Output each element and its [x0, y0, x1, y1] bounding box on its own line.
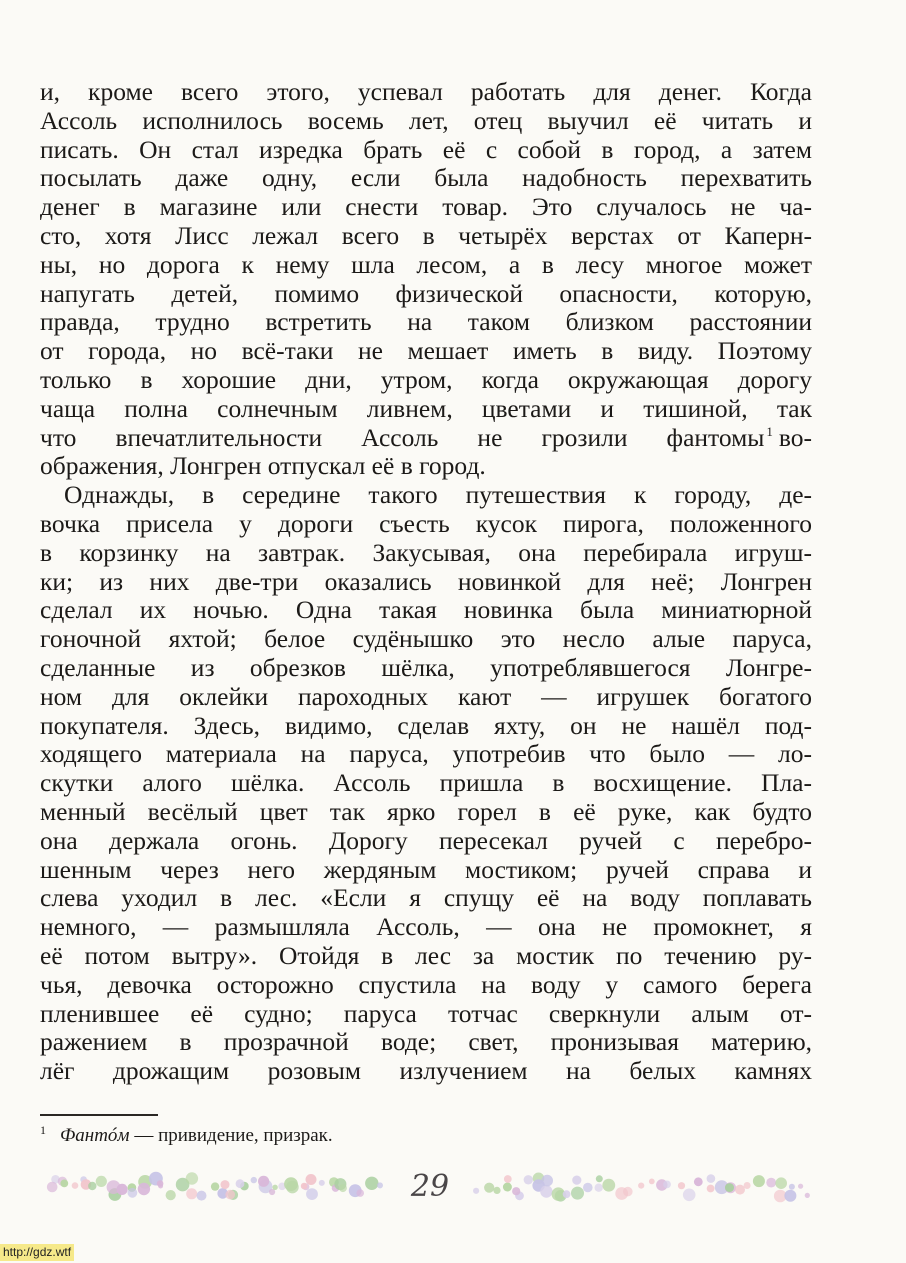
ornament-dot: [504, 1175, 512, 1183]
ornament-dot: [512, 1187, 520, 1195]
text-line: сделанные из обрезков шёлка, употреблявшегося Лонгре-: [40, 652, 812, 682]
floral-dots-ornament-left: [44, 1170, 392, 1204]
ornament-dot: [365, 1177, 378, 1190]
ornament-dot: [236, 1179, 245, 1188]
ornament-dot: [775, 1177, 787, 1189]
ornament-dot: [60, 1180, 68, 1188]
text-line: пленившее её судно; паруса тотчас сверкнули алым от-: [40, 998, 812, 1028]
ornament-dot: [798, 1184, 803, 1189]
ornament-dot: [306, 1188, 318, 1200]
ornament-dot: [284, 1177, 298, 1191]
ornament-dot: [186, 1188, 197, 1199]
ornament-dot: [541, 1175, 553, 1187]
text-line: и, кроме всего этого, успевал работать для денег. Когда: [40, 77, 812, 106]
ornament-dot: [128, 1188, 138, 1198]
text-line: ны, но дорога к нему шла лесом, а в лесу многое может: [40, 249, 812, 279]
ornament-dot: [563, 1190, 571, 1198]
text-line: скутки алого шёлка. Ассоль пришла в восхищение. Пла-: [40, 768, 812, 798]
text-line: шенным через него жердяным мостиком; ручей справа и: [40, 854, 812, 884]
text-line: менный весёлый цвет так ярко горел в её руке, как будто: [40, 796, 812, 826]
footnote: [40, 1124, 333, 1148]
ornament-dot: [602, 1179, 615, 1192]
ornament-dot: [725, 1183, 734, 1192]
ornament-dot: [493, 1187, 500, 1194]
page-number: 29: [410, 1169, 450, 1204]
text-line: писать. Он стал изредка брать её с собой в город, а затем: [40, 134, 812, 164]
ornament-dot: [678, 1182, 685, 1189]
ornament-dot: [117, 1184, 128, 1195]
text-line: сделал их ночью. Одна такая новинка была миниатюрной: [40, 595, 812, 625]
ornament-dot: [735, 1185, 745, 1195]
ornament-dot: [166, 1190, 176, 1200]
ornament-dot: [96, 1176, 107, 1187]
text-line: напугать детей, помимо физической опасности, которую,: [40, 278, 812, 308]
text-line: гоночной яхтой; белое судёнышко это несло алые паруса,: [40, 624, 812, 654]
ornament-dot: [301, 1183, 308, 1190]
floral-dots-ornament-right: [470, 1170, 818, 1204]
text-line: ражением в прозрачной воде; свет, пронизывая материю,: [40, 1027, 812, 1057]
paragraph-1: [40, 78, 812, 481]
ornament-dot: [784, 1190, 796, 1202]
ornament-dot: [377, 1182, 383, 1188]
ornament-dot: [683, 1189, 696, 1202]
text-line: её потом вытру». Отойдя в лес за мостик по течению ру-: [40, 940, 812, 970]
ornament-dot: [753, 1175, 765, 1187]
ornament-dot: [225, 1190, 235, 1200]
footnote-term: Фантóм: [60, 1125, 130, 1146]
ornament-dot: [319, 1180, 325, 1186]
text-line: она держала огонь. Дорогу пересекал ручей с перебро-: [40, 825, 812, 855]
text-line: правда, трудно встретить на таком близком расстоянии: [40, 307, 812, 337]
text-line: ки; из них две-три оказались новинкой для неё; Лонгрен: [40, 566, 812, 596]
ornament-dot: [339, 1184, 347, 1192]
ornament-dot: [540, 1185, 552, 1197]
text-segment: во-: [778, 422, 812, 452]
ornament-dot: [638, 1183, 644, 1189]
ornament-dot: [789, 1184, 795, 1190]
text-segment: что впечатлительности Ассоль не грозили фантомы: [40, 422, 765, 452]
ornament-dot: [221, 1180, 230, 1189]
text-line-with-footnote: [40, 424, 812, 453]
ornament-dot: [47, 1182, 58, 1193]
ornament-dot: [623, 1187, 633, 1197]
paragraph-2: [40, 481, 812, 1086]
ornament-dot: [197, 1191, 207, 1201]
text-line: чаща полна солнечным ливнем, цветами и тишиной, так: [40, 393, 812, 423]
ornament-dot: [524, 1175, 533, 1184]
footnote-divider: [40, 1114, 158, 1116]
ornament-dot: [694, 1177, 703, 1186]
text-line: слева уходил в лес. «Если я спущу её на воду поплавать: [40, 883, 812, 913]
ornament-dot: [251, 1177, 257, 1183]
ornament-dot: [571, 1187, 584, 1200]
ornament-dot: [707, 1174, 716, 1183]
text-line: ображения, Лонгрен отпускал её в город.: [40, 451, 486, 481]
watermark-url[interactable]: http://gdz.wtf: [0, 1244, 74, 1261]
ornament-dot: [88, 1182, 96, 1190]
text-line: Ассоль исполнилось восемь лет, отец выучил её читать и: [40, 105, 812, 135]
text-line: чья, девочка осторожно спустила на воду у самого берега: [40, 969, 812, 999]
ornament-dot: [356, 1189, 364, 1197]
footnote-definition: — привидение, призрак.: [129, 1125, 333, 1146]
text-line: денег в магазине или снести товар. Это случалось не ча-: [40, 192, 812, 222]
ornament-dot: [744, 1182, 751, 1189]
text-line: посылать даже одну, если была надобность перехватить: [40, 163, 812, 193]
ornament-dot: [138, 1183, 150, 1195]
ornament-dot: [473, 1188, 479, 1194]
text-line: в корзинку на завтрак. Закусывая, она перебирала игруш-: [40, 537, 812, 567]
text-line: немного, — размышляла Ассоль, — она не промокнет, я: [40, 912, 812, 942]
text-line: ходящего материала на паруса, употребив что было — ло-: [40, 739, 812, 769]
ornament-dot: [805, 1193, 810, 1198]
text-line: Однажды, в середине такого путешествия к городу, де-: [64, 480, 812, 510]
ornament-dot: [272, 1185, 277, 1190]
ornament-dot: [306, 1174, 317, 1185]
ornament-dot: [572, 1176, 581, 1185]
text-line: вочка присела у дороги съесть кусок пирога, положенного: [40, 508, 812, 538]
body-text: [40, 78, 812, 1086]
text-line: сто, хотя Лисс лежал всего в четырёх верстах от Каперн-: [40, 220, 812, 250]
text-line: от города, но всё-таки не мешает иметь в виду. Поэтому: [40, 336, 812, 366]
ornament-dot: [707, 1185, 715, 1193]
ornament-dot: [157, 1180, 164, 1187]
footnote-number: 1: [40, 1122, 46, 1137]
text-line: ном для оклейки пароходных кают — игрушек богатого: [40, 681, 812, 711]
ornament-dot: [596, 1175, 603, 1182]
ornament-dot: [503, 1183, 512, 1192]
ornament-dot: [649, 1179, 655, 1185]
ornament-dot: [72, 1182, 79, 1189]
ornament-dot: [258, 1176, 269, 1187]
ornament-dot: [595, 1184, 603, 1192]
ornament-dot: [484, 1183, 494, 1193]
ornament-dot: [583, 1183, 593, 1193]
text-line: только в хорошие дни, утром, когда окружающая дорогу: [40, 364, 812, 394]
text-line: лёг дрожащим розовым излучением на белых камнях: [40, 1056, 812, 1086]
ornament-dot: [186, 1172, 198, 1184]
ornament-dot: [211, 1182, 219, 1190]
ornament-dot: [766, 1178, 776, 1188]
footnote-reference[interactable]: 1: [766, 424, 773, 440]
text-line: покупателя. Здесь, видимо, сделав яхту, он не нашёл под-: [40, 710, 812, 740]
ornament-dot: [663, 1181, 671, 1189]
